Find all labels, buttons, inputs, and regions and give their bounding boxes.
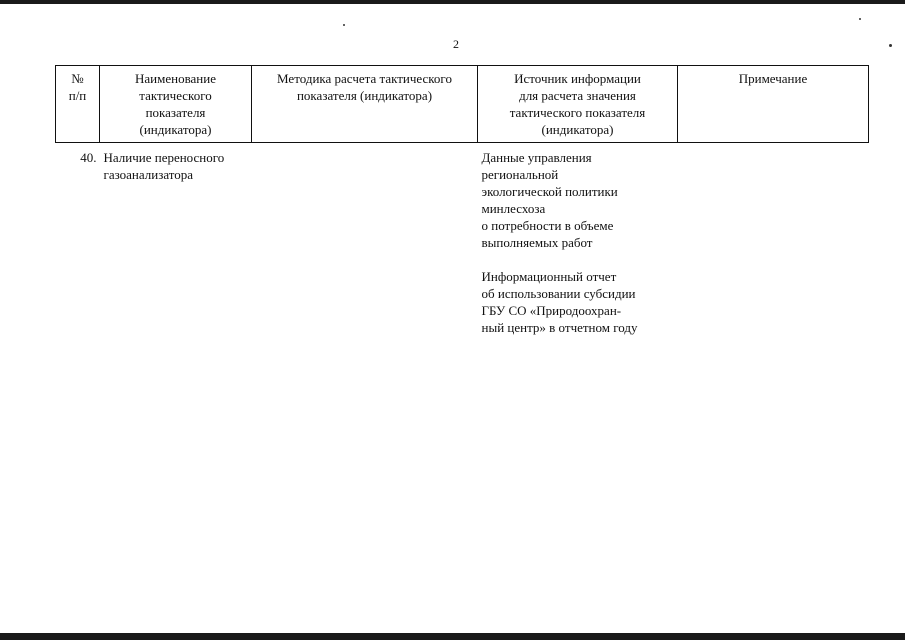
row-source [478,143,678,337]
scan-top-edge [0,0,905,4]
source-block-a: Данные управления региональной экологической политики минлесхоза о потребности в объеме выполняемых работ [481,150,618,250]
scan-speck [889,44,892,47]
table-header-row [56,66,869,143]
page-number: 2 [453,37,459,51]
table-row [56,143,869,337]
scan-bottom-edge [0,633,905,640]
header-method: Методика расчета тактического показателя (индикатора) [252,66,478,143]
header-num: № п/п [56,66,100,143]
source-block-b: Информационный отчет об использовании субсидии ГБУ СО «Природоохран- ный центр» в отчетном году [481,269,638,335]
header-name: Наименование тактического показателя (индикатора) [100,66,252,143]
row-indicator-name: Наличие переносного газоанализатора [103,150,225,182]
indicator-table [55,65,869,336]
header-source: Источник информации для расчета значения тактического показателя (индикатора) [478,66,678,143]
row-method [252,143,478,337]
scan-speck [343,24,345,26]
row-note [678,143,869,337]
source-spacer [482,251,674,268]
scan-speck [859,18,861,20]
header-note: Примечание [678,66,869,143]
row-number: 40. [80,150,97,165]
